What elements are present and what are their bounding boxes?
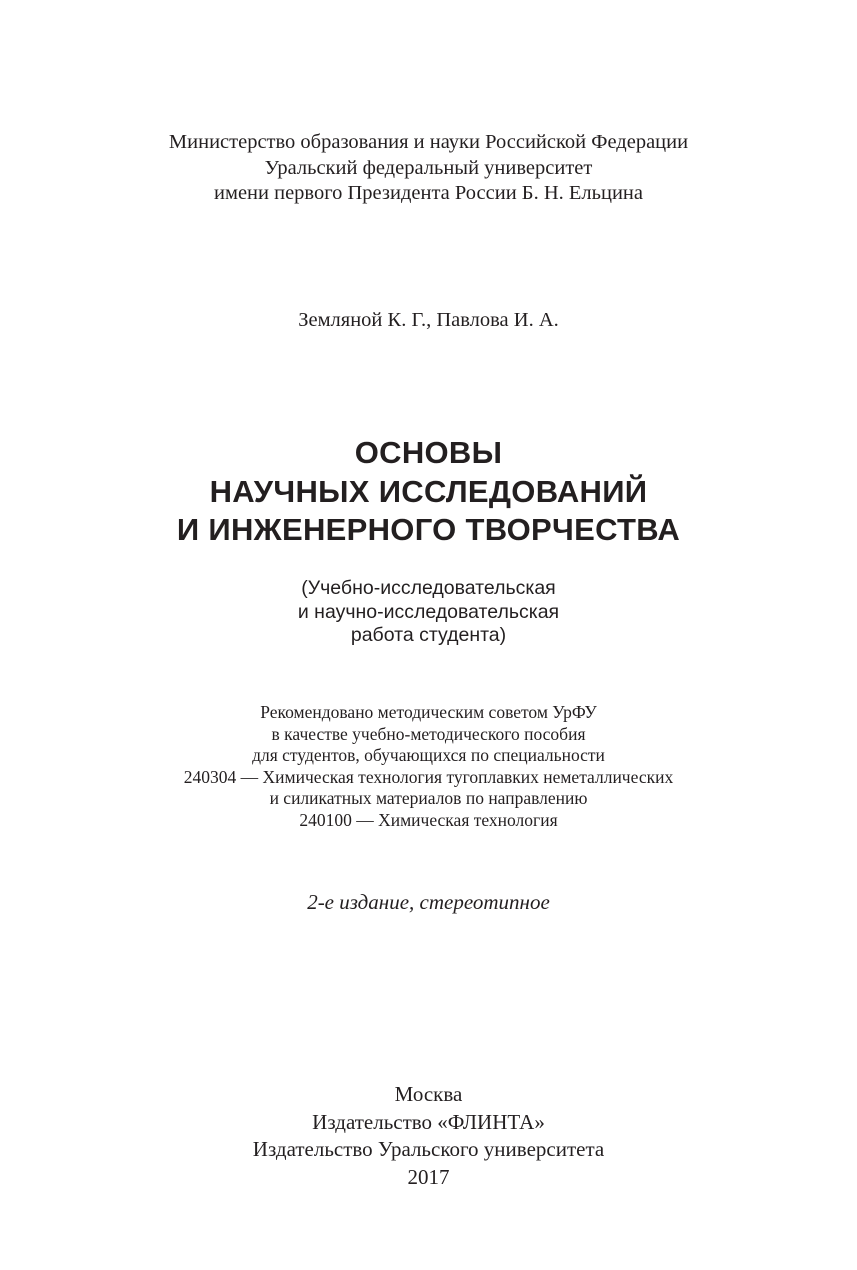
- publisher-line: Издательство «ФЛИНТА»: [312, 1109, 545, 1134]
- publisher-line: Издательство Уральского университета: [252, 1137, 605, 1161]
- book-subtitle: [0, 577, 857, 648]
- authors: Земляной К. Г., Павлова И. А.: [298, 309, 559, 331]
- ministry-line: Министерство образования и науки Российской Федерации: [168, 131, 689, 153]
- edition-note: 2-е издание, стереотипное: [307, 890, 550, 914]
- title-line: И ИНЖЕНЕРНОГО ТВОРЧЕСТВА: [176, 512, 681, 547]
- recommendation-line: для студентов, обучающихся по специальности: [252, 745, 605, 766]
- recommendation-note: [0, 702, 857, 832]
- recommendation-line: и силикатных материалов по направлению: [269, 788, 588, 809]
- recommendation-line: 240100 — Химическая технология: [299, 809, 558, 830]
- recommendation-line: 240304 — Химическая технология тугоплавких неметаллических: [183, 766, 674, 787]
- book-title: [0, 434, 857, 550]
- university-name-line: имени первого Президента России Б. Н. Ельцина: [214, 182, 643, 204]
- year-line: 2017: [407, 1164, 450, 1189]
- subtitle-line: работа студента): [350, 624, 507, 646]
- subtitle-line: (Учебно-исследовательская: [301, 577, 556, 599]
- title-line: НАУЧНЫХ ИССЛЕДОВАНИЙ: [209, 473, 648, 509]
- organization-header: [0, 130, 857, 207]
- recommendation-line: в качестве учебно-методического пособия: [271, 723, 586, 744]
- subtitle-line: и научно-исследовательская: [297, 600, 560, 623]
- recommendation-line: Рекомендовано методическим советом УрФУ: [260, 702, 597, 722]
- university-line: Уральский федеральный университет: [264, 156, 593, 179]
- city-line: Москва: [394, 1082, 463, 1106]
- title-line: ОСНОВЫ: [354, 435, 503, 470]
- publisher-imprint: [0, 1081, 857, 1191]
